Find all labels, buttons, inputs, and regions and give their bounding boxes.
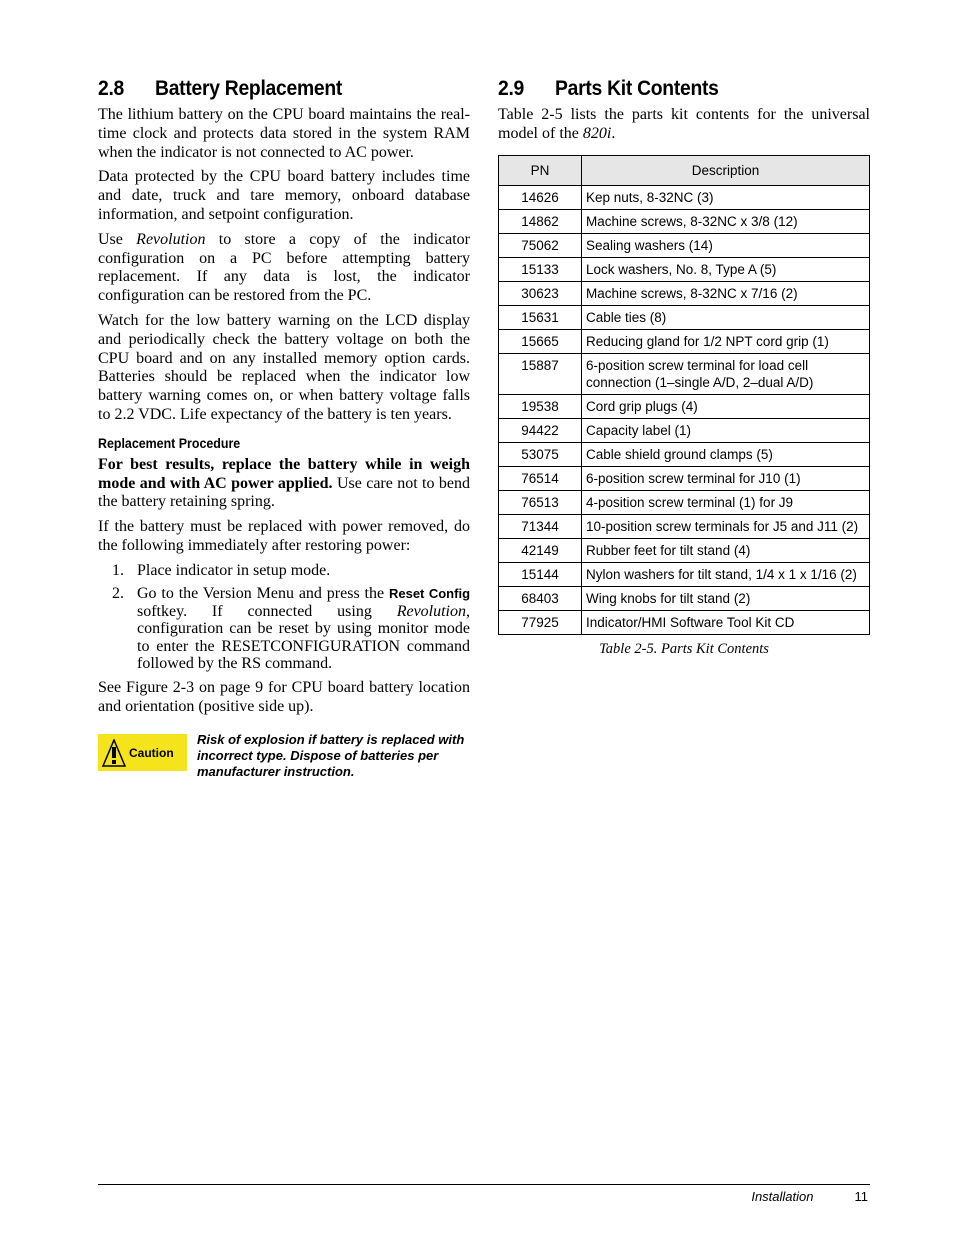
table-body <box>499 185 870 634</box>
page-number: 11 <box>854 1189 868 1204</box>
cell-pn: 71344 <box>499 514 582 538</box>
cell-pn: 14626 <box>499 185 582 209</box>
right-column <box>498 76 870 658</box>
cell-pn: 75062 <box>499 233 582 257</box>
cell-pn: 15887 <box>499 353 582 394</box>
cell-description: Sealing washers (14) <box>582 233 870 257</box>
section-heading-parts-kit <box>498 76 840 102</box>
table-row <box>499 353 870 394</box>
caution-badge <box>98 734 187 771</box>
cell-pn: 76513 <box>499 490 582 514</box>
footer-divider <box>98 1184 870 1185</box>
cell-pn: 19538 <box>499 394 582 418</box>
table-row <box>499 466 870 490</box>
cell-description: Wing knobs for tilt stand (2) <box>582 586 870 610</box>
cell-description: Reducing gland for 1/2 NPT cord grip (1) <box>582 329 870 353</box>
cell-description: Cord grip plugs (4) <box>582 394 870 418</box>
cell-pn: 68403 <box>499 586 582 610</box>
cell-description: 10-position screw terminals for J5 and J11 (2) <box>582 514 870 538</box>
cell-description: 6-position screw terminal for J10 (1) <box>582 466 870 490</box>
cell-pn: 14862 <box>499 209 582 233</box>
parts-kit-table <box>498 155 870 635</box>
procedure-steps <box>98 562 470 673</box>
table-row <box>499 329 870 353</box>
table-row <box>499 257 870 281</box>
paragraph: The lithium battery on the CPU board maintains the real-time clock and protects data stored in the system RAM when the indicator is not connected to AC power. <box>98 106 470 161</box>
table-row <box>499 442 870 466</box>
table-row <box>499 586 870 610</box>
cell-pn: 53075 <box>499 442 582 466</box>
paragraph: Watch for the low battery warning on the LCD display and periodically check the battery voltage on both the CPU board and on any installed memory option cards. Batteries should be replaced when the indicator low battery warning comes on, or when battery voltage falls to 2.2 VDC. Life expectancy of the battery is ten years. <box>98 311 470 423</box>
cell-description: 6-position screw terminal for load cell connection (1–single A/D, 2–dual A/D) <box>582 353 870 394</box>
column-header-pn: PN <box>499 155 582 185</box>
section-heading-battery <box>98 76 440 102</box>
cell-pn: 15144 <box>499 562 582 586</box>
table-row <box>499 394 870 418</box>
caution-label: Caution <box>129 745 174 760</box>
caution-text: Risk of explosion if battery is replaced with incorrect type. Dispose of batteries per manufacturer instruction. <box>197 732 465 779</box>
cell-description: Cable shield ground clamps (5) <box>582 442 870 466</box>
cell-pn: 15665 <box>499 329 582 353</box>
table-header-row <box>499 155 870 185</box>
subheading-replacement-procedure: Replacement Procedure <box>98 435 241 451</box>
table-row <box>499 562 870 586</box>
cell-pn: 30623 <box>499 281 582 305</box>
page-footer <box>751 1189 868 1204</box>
table-row <box>499 538 870 562</box>
cell-description: Rubber feet for tilt stand (4) <box>582 538 870 562</box>
column-header-description: Description <box>582 155 870 185</box>
caution-notice <box>98 734 470 779</box>
cell-pn: 94422 <box>499 418 582 442</box>
cell-pn: 77925 <box>499 610 582 634</box>
cell-pn: 15133 <box>499 257 582 281</box>
cell-description: Machine screws, 8-32NC x 7/16 (2) <box>582 281 870 305</box>
table-row <box>499 233 870 257</box>
cell-pn: 76514 <box>499 466 582 490</box>
left-column <box>98 76 470 779</box>
table-row <box>499 490 870 514</box>
warning-icon <box>102 739 126 767</box>
paragraph: For best results, replace the battery while in weigh mode and with AC power applied. Use care not to bend the battery retaining spring. <box>98 455 470 511</box>
cell-description: Nylon washers for tilt stand, 1/4 x 1 x 1/16 (2) <box>582 562 870 586</box>
heading-number: 2.9 <box>498 77 525 100</box>
cell-description: Capacity label (1) <box>582 418 870 442</box>
cell-pn: 15631 <box>499 305 582 329</box>
cell-description: Cable ties (8) <box>582 305 870 329</box>
table-row <box>499 418 870 442</box>
table-row <box>499 305 870 329</box>
paragraph: See Figure 2-3 on page 9 for CPU board battery location and orientation (positive side up). <box>98 678 470 715</box>
cell-description: Lock washers, No. 8, Type A (5) <box>582 257 870 281</box>
list-item: 1. Place indicator in setup mode. <box>112 561 331 579</box>
cell-description: Indicator/HMI Software Tool Kit CD <box>582 610 870 634</box>
cell-description: Kep nuts, 8-32NC (3) <box>582 185 870 209</box>
cell-description: Machine screws, 8-32NC x 3/8 (12) <box>582 209 870 233</box>
cell-pn: 42149 <box>499 538 582 562</box>
paragraph: Data protected by the CPU board battery includes time and date, truck and tare memory, onboard database information, and setpoint configuration. <box>98 168 470 223</box>
table-row <box>499 281 870 305</box>
cell-description: 4-position screw terminal (1) for J9 <box>582 490 870 514</box>
heading-number: 2.8 <box>98 77 125 100</box>
paragraph: Table 2-5 lists the parts kit contents for the universal model of the 820i. <box>498 106 870 142</box>
heading-title: Battery Replacement <box>155 77 343 100</box>
heading-title: Parts Kit Contents <box>555 77 719 100</box>
paragraph: If the battery must be replaced with power removed, do the following immediately after restoring power: <box>98 518 470 554</box>
table-caption: Table 2-5. Parts Kit Contents <box>599 640 769 657</box>
table-row <box>499 514 870 538</box>
softkey-name: Reset Config <box>388 586 471 602</box>
footer-section: Installation <box>751 1189 814 1204</box>
list-item: 2. Go to the Version Menu and press the Reset Config softkey. If connected using Revolution, configuration can be reset by using monitor mode to enter the RESETCONFIGURATION command followed by the RS command. <box>112 585 471 673</box>
paragraph: Use Revolution to store a copy of the indicator configuration on a PC before attempting battery replacement. If any data is lost, the indicator configuration can be restored from the PC. <box>98 230 470 305</box>
table-row <box>499 209 870 233</box>
table-row <box>499 185 870 209</box>
table-row <box>499 610 870 634</box>
